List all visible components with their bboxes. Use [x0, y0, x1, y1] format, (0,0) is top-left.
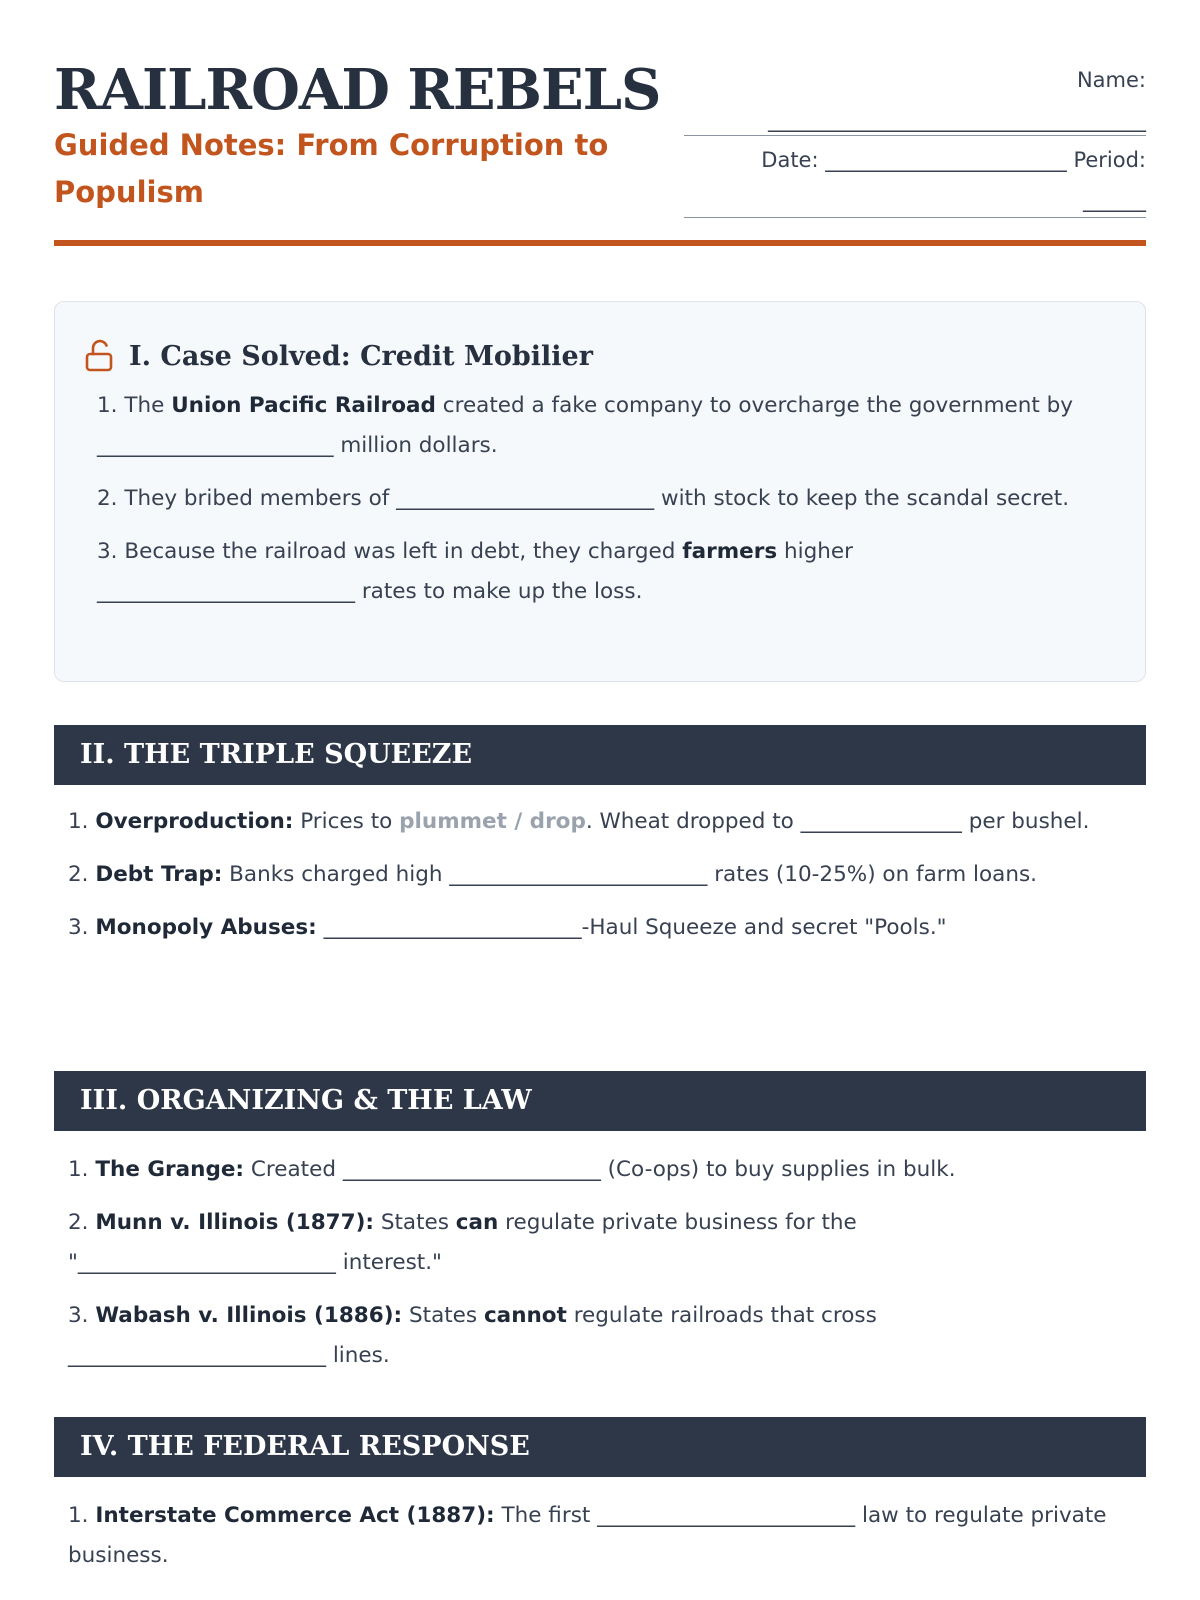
list-item: 2. Munn v. Illinois (1877): States can regulate private business for the "________________________ interest.": [68, 1210, 857, 1275]
list-item: 2. Debt Trap: Banks charged high ________________________ rates (10-25%) on farm loans.: [68, 862, 1037, 887]
list-item: 3. Because the railroad was left in debt, they charged farmers higher ________________________ rates to make up the loss.: [97, 539, 853, 604]
name-label: Name:: [1076, 68, 1146, 92]
list-item: 3. Monopoly Abuses: ________________________-Haul Squeeze and secret "Pools.": [68, 915, 947, 940]
answer-blank[interactable]: ________________________: [396, 486, 655, 511]
name-field[interactable]: [684, 60, 1146, 136]
list-item: 3. Wabash v. Illinois (1886): States cannot regulate railroads that cross ________________________ lines.: [68, 1303, 877, 1368]
list-item: 1. Overproduction: Prices to plummet / drop. Wheat dropped to _______________ per bushel.: [68, 809, 1090, 834]
section3-header: III. ORGANIZING & THE LAW: [54, 1071, 1146, 1131]
date-period-field[interactable]: [684, 140, 1146, 218]
period-label: Period:: [1073, 148, 1146, 172]
answer-blank[interactable]: ________________________: [449, 862, 708, 887]
answer-blank[interactable]: ______________________: [97, 433, 334, 458]
answer-blank[interactable]: ________________________: [342, 1157, 601, 1182]
lock-open-icon: [83, 339, 117, 373]
period-blank[interactable]: ______: [1083, 188, 1146, 212]
list-item: 1. The Union Pacific Railroad created a fake company to overcharge the government by ______________________ million dollars.: [97, 393, 1074, 458]
worksheet-header: [54, 56, 1146, 246]
case-solved-heading: [83, 336, 593, 376]
list-item: 2. They bribed members of ________________________ with stock to keep the scandal secret.: [97, 486, 1070, 511]
list-item: 1. The Grange: Created ________________________ (Co-ops) to buy supplies in bulk.: [68, 1157, 956, 1182]
answer-blank[interactable]: ________________________: [323, 915, 582, 940]
section1-title: I. Case Solved: Credit Mobilier: [129, 340, 593, 372]
date-period-row: [684, 140, 1146, 180]
answer-blank[interactable]: ________________________: [97, 579, 355, 604]
section2-list: [68, 802, 1128, 961]
section4-list: [68, 1496, 1128, 1589]
answer-blank[interactable]: ________________________: [597, 1503, 856, 1528]
section4-header: IV. THE FEDERAL RESPONSE: [54, 1417, 1146, 1477]
answer-blank[interactable]: ________________________: [77, 1250, 336, 1275]
date-label: Date:: [761, 148, 819, 172]
list-item: 1. Interstate Commerce Act (1887): The first ________________________ law to regulate private business.: [68, 1503, 1107, 1568]
worksheet-subtitle: Guided Notes: From Corruption to Populism: [54, 128, 609, 209]
case-solved-box: [54, 301, 1146, 682]
section1-list: [97, 386, 1107, 625]
section3-list: [68, 1150, 1128, 1389]
date-blank[interactable]: _______________________: [825, 148, 1067, 172]
answer-blank[interactable]: _______________: [800, 809, 962, 834]
name-blank[interactable]: ____________________________________: [768, 108, 1146, 132]
answer-blank[interactable]: ________________________: [68, 1343, 326, 1368]
section2-header: II. THE TRIPLE SQUEEZE: [54, 725, 1146, 785]
worksheet-title: RAILROAD REBELS: [54, 57, 661, 123]
